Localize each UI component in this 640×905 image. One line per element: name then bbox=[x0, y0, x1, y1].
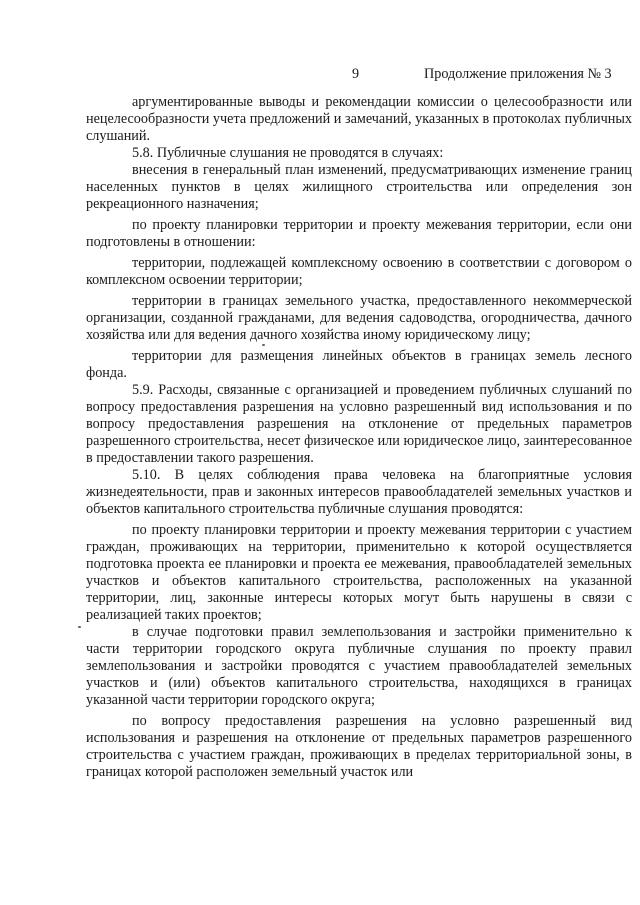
paragraph-general-plan-changes: внесения в генеральный план изменений, предусматривающих изменение границ населенных пунктов в целях жилищного строительства или определения зон рекреационного назначения; bbox=[86, 162, 632, 212]
paragraph-linear-objects: территории для размещения линейных объектов в границах земель лесного фонда. bbox=[86, 348, 632, 381]
page-number: 9 bbox=[352, 66, 360, 82]
appendix-continuation-title: Продолжение приложения № 3 bbox=[424, 66, 612, 82]
paragraph-planning-project: по проекту планировки территории и проекту межевания территории, если они подготовлены в отношении: bbox=[86, 217, 632, 250]
paragraph-5-10: 5.10. В целях соблюдения права человека на благоприятные условия жизнедеятельности, прав и законных интересов правообладателей земельных участков и объектов капитального строительства публичные слушания проводятся: bbox=[86, 467, 632, 517]
paragraph-land-plot-territory: территории в границах земельного участка, предоставленного некоммерческой организации, созданной гражданами, для ведения садоводства, огородничества, дачного хозяйства или для ведения дачного хозяйства иному юридическому лицу; bbox=[86, 293, 632, 343]
paragraph-complex-development: территории, подлежащей комплексному освоению в соответствии с договором о комплексном освоении территории; bbox=[86, 255, 632, 288]
paragraph-5-9: 5.9. Расходы, связанные с организацией и проведением публичных слушаний по вопросу предоставления разрешения на условно разрешенный вид использования и по вопросу предоставления разрешения на отклонение от предельных параметров разрешенного строительства, несет физическое или юридическое лицо, заинтересованное в предоставлении такого разрешения. bbox=[86, 382, 632, 466]
scan-speck bbox=[78, 626, 81, 628]
paragraph-5-8: 5.8. Публичные слушания не проводятся в случаях: bbox=[132, 145, 444, 161]
scan-speck bbox=[262, 344, 265, 346]
paragraph-planning-participation: по проекту планировки территории и проекту межевания территории с участием граждан, проживающих на территории, применительно к которой осуществляется подготовка проекта ее планировки и проекта ее межевания, правообладателей земельных участков и объектов капитального строительства, расположенных на указанной территории, лиц, законные интересы которых могут быть нарушены в связи с реализацией таких проектов; bbox=[86, 522, 632, 623]
paragraph-commission-conclusions: аргументированные выводы и рекомендации комиссии о целесообразности или нецелесообразности учета предложений и замечаний, указанных в протоколах публичных слушаний. bbox=[86, 94, 632, 144]
paragraph-permit-question: по вопросу предоставления разрешения на условно разрешенный вид использования и разрешения на отклонение от предельных параметров разрешенного строительства с участием граждан, проживающих в пределах территориальной зоны, в границах которой расположен земельный участок или bbox=[86, 713, 632, 780]
document-body bbox=[86, 94, 632, 781]
paragraph-zoning-rules: в случае подготовки правил землепользования и застройки применительно к части территории городского округа публичные слушания по проекту правил землепользования и застройки проводятся с участием правообладателей земельных участков и (или) объектов капитального строительства, находящихся в границах указанной части территории городского округа; bbox=[86, 624, 632, 708]
page-header bbox=[0, 66, 640, 84]
